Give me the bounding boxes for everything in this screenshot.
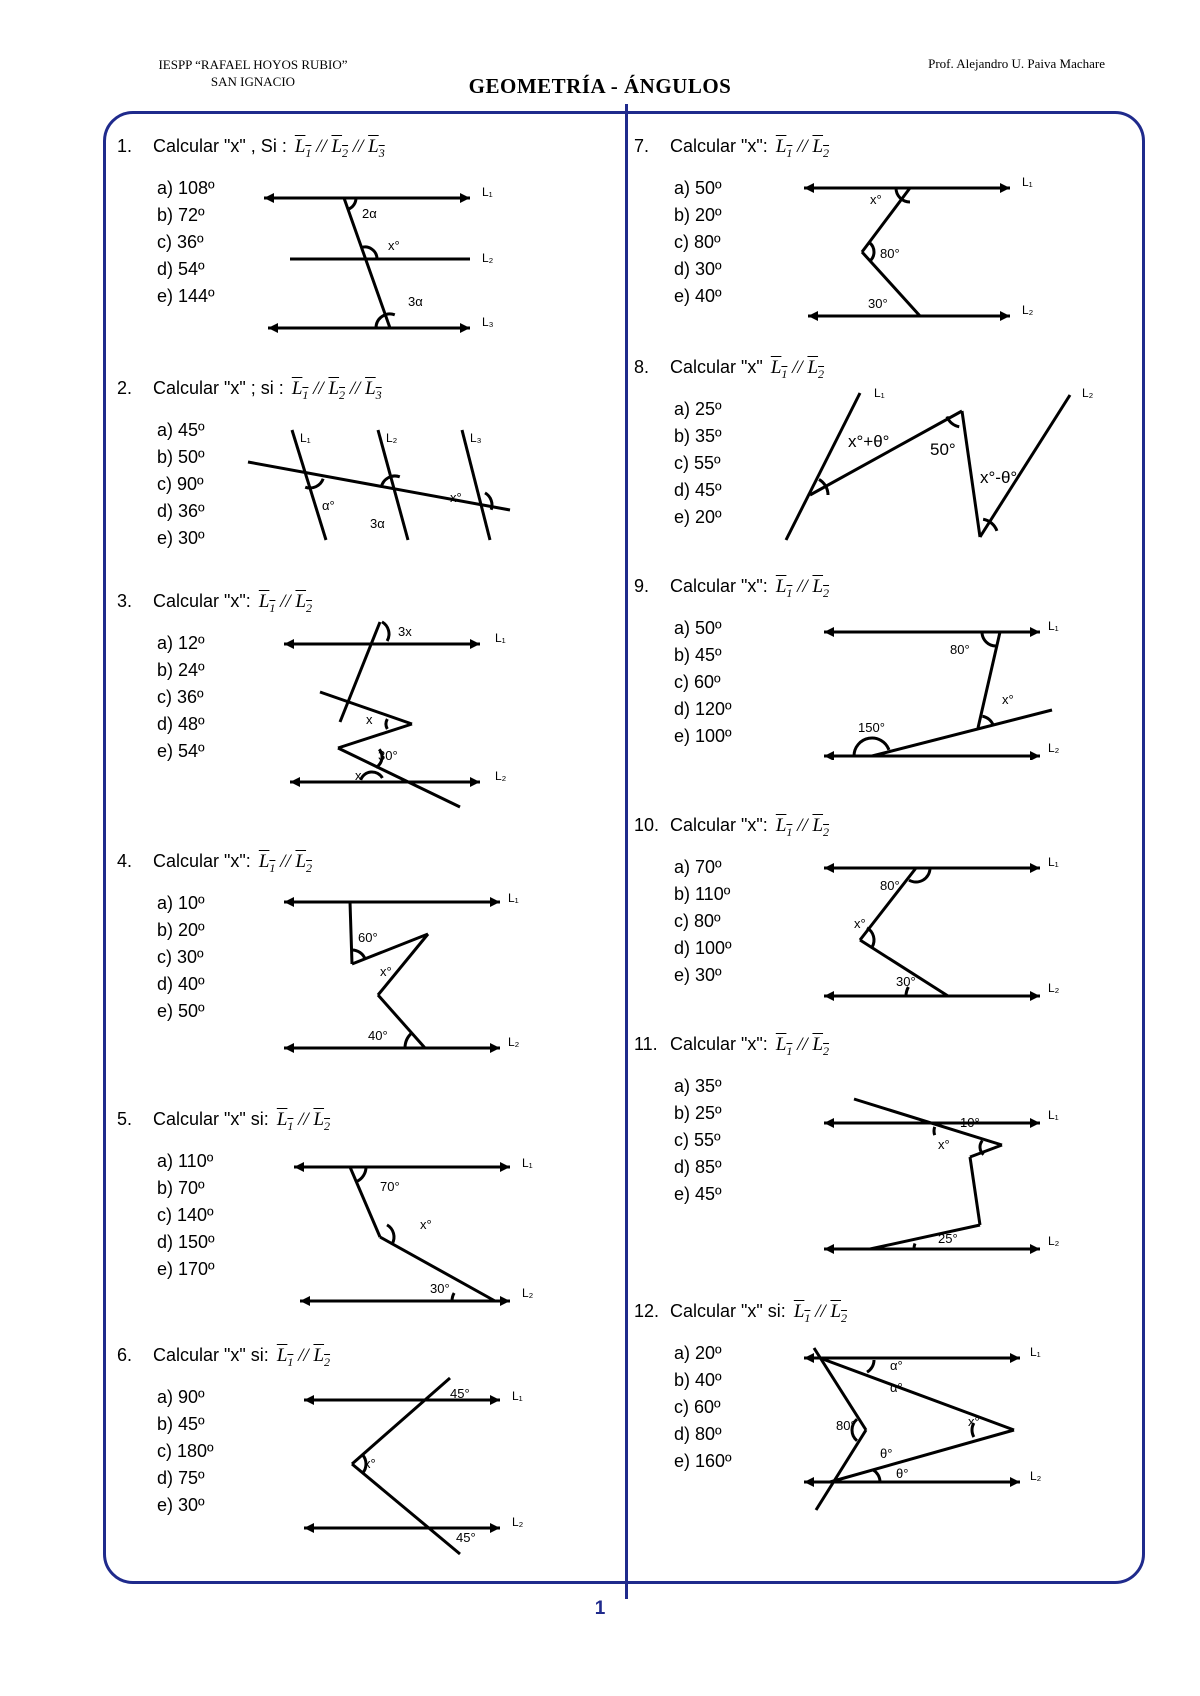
problem-number: 4. bbox=[117, 851, 133, 871]
problem-10 bbox=[634, 810, 1134, 985]
problem-number: 2. bbox=[117, 378, 133, 398]
answer-options bbox=[674, 854, 732, 989]
parallel-condition: $L_1 // L_2 // L_3$ bbox=[294, 136, 385, 160]
figure-label: 10° bbox=[960, 1115, 980, 1130]
answer-option[interactable]: c) 80º bbox=[674, 232, 721, 252]
angle-arc bbox=[386, 719, 387, 729]
answer-option[interactable]: d) 36º bbox=[157, 501, 205, 521]
answer-options bbox=[674, 175, 722, 310]
figure-label: 45° bbox=[456, 1530, 476, 1545]
answer-option[interactable]: b) 25º bbox=[674, 1103, 722, 1123]
parallel-condition: $L_1 // L_2$ bbox=[258, 851, 313, 875]
figure-line bbox=[980, 395, 1070, 537]
angle-arc bbox=[867, 1360, 874, 1372]
problem-number: 5. bbox=[117, 1109, 133, 1129]
problem-number: 12. bbox=[634, 1301, 660, 1321]
parallel-condition: $L_1 // L_2$ bbox=[258, 591, 313, 615]
answer-option[interactable]: d) 100º bbox=[674, 938, 732, 958]
figure-line bbox=[970, 1145, 1002, 1157]
angle-arc bbox=[405, 1033, 412, 1048]
figure-line bbox=[816, 1430, 866, 1510]
answer-option[interactable]: b) 110º bbox=[674, 884, 731, 904]
figure-label: 80° bbox=[836, 1418, 856, 1433]
answer-option[interactable]: e) 30º bbox=[157, 1495, 205, 1515]
answer-option[interactable]: a) 50º bbox=[674, 178, 722, 198]
line-label: L₂ bbox=[386, 431, 398, 445]
answer-options bbox=[674, 615, 732, 750]
figure-label: θ° bbox=[896, 1466, 909, 1481]
line-label: L₂ bbox=[508, 1035, 520, 1049]
problem-statement bbox=[117, 131, 617, 161]
answer-option[interactable]: a) 10º bbox=[157, 893, 205, 913]
problem-prompt: Calcular "x": bbox=[670, 576, 768, 596]
angle-arc bbox=[914, 1244, 915, 1249]
problem-statement bbox=[634, 1296, 1134, 1326]
figure-label: x bbox=[355, 768, 362, 783]
problem-number: 3. bbox=[117, 591, 133, 611]
answer-option[interactable]: e) 160º bbox=[674, 1451, 732, 1471]
figure-label: 30° bbox=[378, 748, 398, 763]
figure-problem-8 bbox=[780, 385, 1100, 555]
line-label: L₂ bbox=[495, 769, 507, 783]
answer-option[interactable]: d) 40º bbox=[157, 974, 205, 994]
problem-prompt: Calcular "x": bbox=[153, 851, 251, 871]
answer-option[interactable]: c) 30º bbox=[157, 947, 204, 967]
figure-label: x° bbox=[870, 192, 882, 207]
figure-label: α° bbox=[322, 498, 335, 513]
answer-option[interactable]: c) 140º bbox=[157, 1205, 214, 1225]
figure-label: x° bbox=[1002, 692, 1014, 707]
professor-name: Prof. Alejandro U. Paiva Machare bbox=[928, 56, 1105, 71]
answer-option[interactable]: d) 45º bbox=[674, 480, 722, 500]
answer-option[interactable]: e) 50º bbox=[157, 1001, 205, 1021]
angle-arc bbox=[348, 198, 356, 209]
answer-options bbox=[157, 175, 215, 310]
figure-label: 30° bbox=[896, 974, 916, 989]
problem-prompt: Calcular "x": bbox=[153, 591, 251, 611]
figure-label: x° bbox=[450, 490, 462, 505]
page-number: 1 bbox=[594, 1598, 606, 1619]
line-label: L₂ bbox=[1030, 1469, 1042, 1483]
problem-statement bbox=[117, 846, 617, 876]
school-line-1: IESPP “RAFAEL HOYOS RUBIO” bbox=[158, 57, 348, 72]
problem-statement bbox=[117, 1340, 617, 1370]
problem-statement bbox=[634, 1029, 1134, 1059]
line-label: L₃ bbox=[470, 431, 482, 445]
answer-option[interactable]: c) 80º bbox=[674, 911, 721, 931]
figure-label: 80° bbox=[880, 246, 900, 261]
figure-problem-9 bbox=[820, 620, 1080, 760]
figure-problem-10 bbox=[820, 856, 1080, 1006]
parallel-condition: $L_1 // L_2$ bbox=[276, 1345, 331, 1369]
answer-options bbox=[157, 890, 205, 1025]
problem-prompt: Calcular "x" bbox=[670, 357, 763, 377]
figure-line bbox=[338, 724, 412, 748]
problem-statement bbox=[117, 373, 617, 403]
figure-label: 70° bbox=[380, 1179, 400, 1194]
answer-option[interactable]: d) 75º bbox=[157, 1468, 205, 1488]
figure-problem-3 bbox=[280, 612, 520, 812]
answer-option[interactable]: c) 55º bbox=[674, 453, 721, 473]
figure-label: θ° bbox=[880, 1446, 893, 1461]
line-label: L₂ bbox=[512, 1515, 524, 1529]
answer-options bbox=[674, 1073, 722, 1208]
problem-number: 10. bbox=[634, 815, 660, 835]
answer-option[interactable]: c) 36º bbox=[157, 687, 204, 707]
problem-prompt: Calcular "x" ; si : bbox=[153, 378, 284, 398]
line-label: L₂ bbox=[1022, 303, 1034, 317]
problem-prompt: Calcular "x": bbox=[670, 136, 768, 156]
line-label: L₂ bbox=[522, 1286, 534, 1300]
figure-line bbox=[872, 710, 1052, 756]
answer-options bbox=[674, 1340, 732, 1475]
answer-option[interactable]: b) 50º bbox=[157, 447, 205, 467]
answer-option[interactable]: a) 90º bbox=[157, 1387, 205, 1407]
answer-option[interactable]: c) 55º bbox=[674, 1130, 721, 1150]
figure-label: 25° bbox=[938, 1231, 958, 1246]
angle-arc bbox=[357, 1167, 366, 1182]
answer-option[interactable]: a) 70º bbox=[674, 857, 722, 877]
figure-problem-7 bbox=[800, 172, 1040, 332]
answer-option[interactable]: b) 70º bbox=[157, 1178, 205, 1198]
angle-arc bbox=[352, 950, 365, 959]
figure-line bbox=[978, 632, 1000, 728]
answer-option[interactable]: c) 36º bbox=[157, 232, 204, 252]
problem-statement bbox=[634, 352, 1134, 382]
figure-label: x° bbox=[938, 1137, 950, 1152]
angle-arc bbox=[870, 243, 874, 261]
line-label: L₂ bbox=[1048, 1234, 1060, 1248]
problem-number: 1. bbox=[117, 136, 133, 156]
figure-line bbox=[352, 1378, 450, 1464]
figure-label: 3x bbox=[398, 624, 412, 639]
answer-option[interactable]: c) 60º bbox=[674, 672, 721, 692]
figure-label: 80° bbox=[880, 878, 900, 893]
line-label: L₁ bbox=[1048, 856, 1059, 869]
answer-option[interactable]: d) 54º bbox=[157, 259, 205, 279]
problem-prompt: Calcular "x" , Si : bbox=[153, 136, 287, 156]
figure-label: x bbox=[366, 712, 373, 727]
problem-prompt: Calcular "x": bbox=[670, 1034, 768, 1054]
line-label: L₁ bbox=[1030, 1345, 1041, 1359]
line-label: L₃ bbox=[482, 315, 494, 329]
problem-statement bbox=[634, 810, 1134, 840]
answer-option[interactable]: a) 20º bbox=[674, 1343, 722, 1363]
figure-label: x° bbox=[388, 238, 400, 253]
angle-arc bbox=[934, 1127, 935, 1135]
figure-label: x° bbox=[364, 1456, 376, 1471]
figure-line bbox=[786, 393, 860, 540]
answer-option[interactable]: a) 35º bbox=[674, 1076, 722, 1096]
figure-line bbox=[462, 430, 490, 540]
answer-option[interactable]: b) 20º bbox=[674, 205, 722, 225]
answer-option[interactable]: c) 60º bbox=[674, 1397, 721, 1417]
answer-option[interactable]: e) 30º bbox=[157, 528, 205, 548]
line-label: L₂ bbox=[1048, 741, 1060, 755]
answer-option[interactable]: a) 50º bbox=[674, 618, 722, 638]
figure-line bbox=[352, 1464, 460, 1554]
figure-label: 50° bbox=[930, 440, 956, 459]
answer-option[interactable]: e) 144º bbox=[157, 286, 215, 306]
figure-label: α° bbox=[890, 1380, 903, 1395]
problem-prompt: Calcular "x" si: bbox=[670, 1301, 786, 1321]
figure-problem-11 bbox=[820, 1085, 1080, 1265]
problem-number: 6. bbox=[117, 1345, 133, 1365]
figure-line bbox=[830, 1430, 1014, 1482]
figure-line bbox=[962, 411, 980, 537]
angle-arc bbox=[982, 716, 993, 725]
problem-prompt: Calcular "x": bbox=[670, 815, 768, 835]
line-label: L₁ bbox=[1048, 620, 1059, 633]
answer-option[interactable]: b) 40º bbox=[674, 1370, 722, 1390]
problem-statement bbox=[117, 1104, 617, 1134]
problem-statement bbox=[634, 571, 1134, 601]
answer-option[interactable]: e) 30º bbox=[674, 965, 722, 985]
column-divider bbox=[625, 104, 628, 1599]
problem-12 bbox=[634, 1296, 1134, 1471]
line-label: L₁ bbox=[874, 386, 885, 400]
parallel-condition: $L_1 // L_2$ bbox=[775, 136, 830, 160]
figure-label: x° bbox=[854, 916, 866, 931]
answer-option[interactable]: d) 30º bbox=[674, 259, 722, 279]
problem-number: 11. bbox=[634, 1034, 658, 1054]
answer-option[interactable]: a) 110º bbox=[157, 1151, 214, 1171]
line-label: L₁ bbox=[1022, 175, 1033, 189]
figure-label: x° bbox=[420, 1217, 432, 1232]
figure-problem-12 bbox=[800, 1340, 1060, 1520]
angle-arc bbox=[980, 1141, 984, 1155]
figure-label: 40° bbox=[368, 1028, 388, 1043]
answer-options bbox=[157, 1384, 214, 1519]
figure-label: x°+θ° bbox=[848, 432, 890, 451]
answer-option[interactable]: e) 100º bbox=[674, 726, 732, 746]
problem-6 bbox=[117, 1340, 617, 1515]
parallel-condition: $L_1 // L_2$ bbox=[775, 815, 830, 839]
line-label: L₂ bbox=[1082, 386, 1094, 400]
figure-label: α° bbox=[890, 1358, 903, 1373]
answer-option[interactable]: e) 54º bbox=[157, 741, 205, 761]
answer-option[interactable]: e) 20º bbox=[674, 507, 722, 527]
problem-number: 9. bbox=[634, 576, 650, 596]
figure-label: 3α bbox=[370, 516, 385, 531]
figure-line bbox=[870, 1225, 980, 1249]
answer-option[interactable]: d) 80º bbox=[674, 1424, 722, 1444]
answer-option[interactable]: a) 25º bbox=[674, 399, 722, 419]
angle-arc bbox=[382, 622, 389, 641]
line-label: L₁ bbox=[482, 185, 493, 199]
answer-option[interactable]: e) 40º bbox=[674, 286, 722, 306]
problem-number: 8. bbox=[634, 357, 650, 377]
answer-option[interactable]: e) 45º bbox=[674, 1184, 722, 1204]
answer-option[interactable]: d) 85º bbox=[674, 1157, 722, 1177]
figure-line bbox=[350, 1167, 380, 1237]
line-label: L₁ bbox=[512, 1389, 523, 1403]
figure-label: 2α bbox=[362, 206, 377, 221]
answer-option[interactable]: a) 108º bbox=[157, 178, 215, 198]
figure-problem-4 bbox=[280, 880, 520, 1060]
answer-option[interactable]: d) 150º bbox=[157, 1232, 215, 1252]
parallel-condition: $L_1 // L_2$ bbox=[793, 1301, 848, 1325]
answer-options bbox=[157, 1148, 215, 1283]
angle-arc bbox=[947, 416, 959, 426]
problem-5 bbox=[117, 1104, 617, 1279]
problem-prompt: Calcular "x" si: bbox=[153, 1345, 269, 1365]
problem-prompt: Calcular "x" si: bbox=[153, 1109, 269, 1129]
figure-label: 30° bbox=[430, 1281, 450, 1296]
figure-problem-5 bbox=[290, 1155, 550, 1315]
line-label: L₁ bbox=[1048, 1108, 1059, 1122]
answer-option[interactable]: b) 45º bbox=[674, 645, 722, 665]
problem-7 bbox=[634, 131, 1134, 306]
answer-option[interactable]: d) 120º bbox=[674, 699, 732, 719]
answer-option[interactable]: d) 48º bbox=[157, 714, 205, 734]
line-label: L₂ bbox=[482, 251, 494, 265]
line-label: L₁ bbox=[300, 431, 311, 445]
problem-statement bbox=[634, 131, 1134, 161]
angle-arc bbox=[361, 772, 383, 780]
answer-option[interactable]: a) 45º bbox=[157, 420, 205, 440]
problem-number: 7. bbox=[634, 136, 650, 156]
figure-line bbox=[970, 1157, 980, 1225]
answer-options bbox=[157, 630, 205, 765]
school-line-2: SAN IGNACIO bbox=[210, 74, 296, 89]
parallel-condition: $L_1 // L_2$ bbox=[775, 576, 830, 600]
answer-options bbox=[674, 396, 722, 531]
figure-label: 60° bbox=[358, 930, 378, 945]
figure-problem-6 bbox=[300, 1370, 540, 1570]
parallel-condition: $L_1 // L_2$ bbox=[770, 357, 825, 381]
answer-option[interactable]: b) 45º bbox=[157, 1414, 205, 1434]
parallel-condition: $L_1 // L_2 // L_3$ bbox=[291, 378, 382, 402]
angle-arc bbox=[376, 314, 395, 328]
angle-arc bbox=[982, 632, 996, 646]
figure-label: x°-θ° bbox=[980, 468, 1018, 487]
answer-options bbox=[157, 417, 205, 552]
figure-label: 30° bbox=[868, 296, 888, 311]
figure-label: x° bbox=[968, 1414, 980, 1429]
answer-option[interactable]: b) 72º bbox=[157, 205, 205, 225]
answer-option[interactable]: c) 180º bbox=[157, 1441, 214, 1461]
angle-arc bbox=[873, 1470, 880, 1482]
line-label: L₂ bbox=[1048, 981, 1060, 995]
parallel-condition: $L_1 // L_2$ bbox=[276, 1109, 331, 1133]
answer-option[interactable]: b) 24º bbox=[157, 660, 205, 680]
figure-label: 3α bbox=[408, 294, 423, 309]
figure-line bbox=[350, 902, 352, 964]
figure-label: x° bbox=[380, 964, 392, 979]
answer-option[interactable]: c) 90º bbox=[157, 474, 204, 494]
figure-problem-2 bbox=[240, 420, 520, 550]
figure-label: 150° bbox=[858, 720, 885, 735]
line-label: L₁ bbox=[495, 631, 506, 645]
figure-problem-1 bbox=[260, 178, 520, 338]
answer-option[interactable]: a) 12º bbox=[157, 633, 205, 653]
page-title: GEOMETRÍA - ÁNGULOS bbox=[468, 74, 732, 98]
parallel-condition: $L_1 // L_2$ bbox=[775, 1034, 830, 1058]
answer-option[interactable]: b) 20º bbox=[157, 920, 205, 940]
answer-option[interactable]: b) 35º bbox=[674, 426, 722, 446]
line-label: L₁ bbox=[522, 1156, 533, 1170]
figure-label: 45° bbox=[450, 1386, 470, 1401]
line-label: L₁ bbox=[508, 891, 519, 905]
answer-option[interactable]: e) 170º bbox=[157, 1259, 215, 1279]
figure-label: 80° bbox=[950, 642, 970, 657]
